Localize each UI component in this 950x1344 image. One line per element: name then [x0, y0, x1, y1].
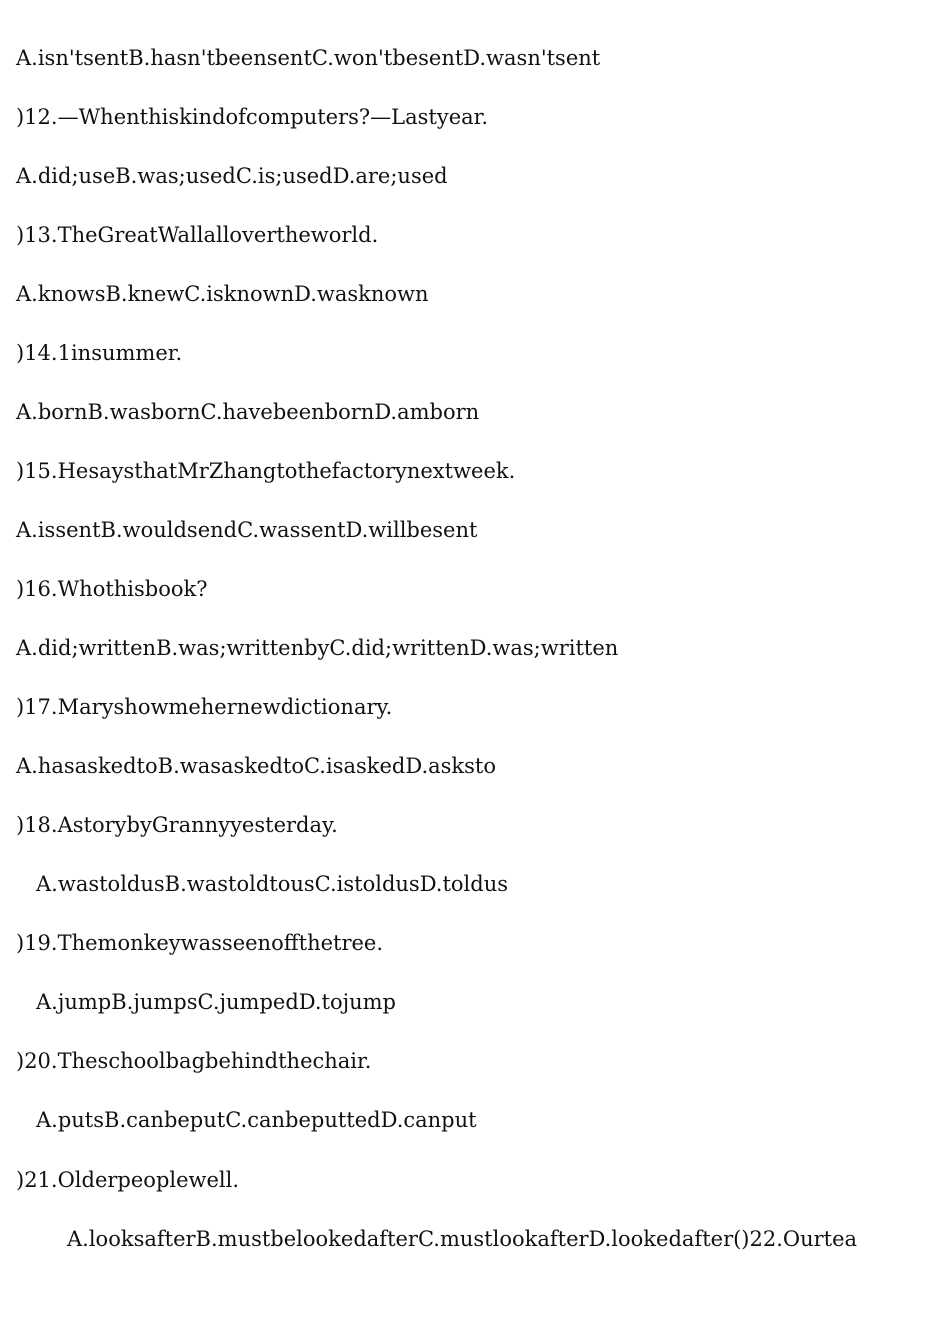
question-15: )15.HesaysthatMrZhangtothefactorynextweek. [16, 459, 516, 483]
question-20: )20.Theschoolbagbehindthechair. [16, 1049, 372, 1073]
option-line-18: A.wastoldusB.wastoldtousC.istoldusD.toldus [36, 872, 508, 896]
option-line-17: A.hasaskedtoB.wasaskedtoC.isaskedD.asksto [16, 754, 497, 778]
question-19: )19.Themonkeywasseenoffthetree. [16, 931, 384, 955]
option-line-21: A.looksafterB.mustbelookedafterC.mustlookafterD.lookedafter()22.Ourtea [67, 1227, 858, 1251]
option-line-13: A.knowsB.knewC.isknownD.wasknown [16, 282, 429, 306]
option-line-19: A.jumpB.jumpsC.jumpedD.tojump [36, 990, 397, 1014]
question-21: )21.Olderpeoplewell. [16, 1168, 240, 1192]
option-line-11: A.isn'tsentB.hasn'tbeensentC.won'tbesentD.wasn'tsent [16, 46, 601, 70]
question-12: )12.—Whenthiskindofcomputers?—Lastyear. [16, 105, 489, 129]
option-line-20: A.putsB.canbeputC.canbeputtedD.canput [36, 1108, 477, 1132]
question-16: )16.Whothisbook? [16, 577, 208, 601]
option-line-16: A.did;writtenB.was;writtenbyC.did;writtenD.was;written [16, 636, 619, 660]
question-17: )17.Maryshowmehernewdictionary. [16, 695, 393, 719]
question-14: )14.1insummer. [16, 341, 183, 365]
option-line-14: A.bornB.wasbornC.havebeenbornD.amborn [16, 400, 480, 424]
option-line-12: A.did;useB.was;usedC.is;usedD.are;used [16, 164, 448, 188]
question-18: )18.AstorybyGrannyyesterday. [16, 813, 338, 837]
option-line-15: A.issentB.wouldsendC.wassentD.willbesent [16, 518, 478, 542]
question-13: )13.TheGreatWallallovertheworld. [16, 223, 379, 247]
